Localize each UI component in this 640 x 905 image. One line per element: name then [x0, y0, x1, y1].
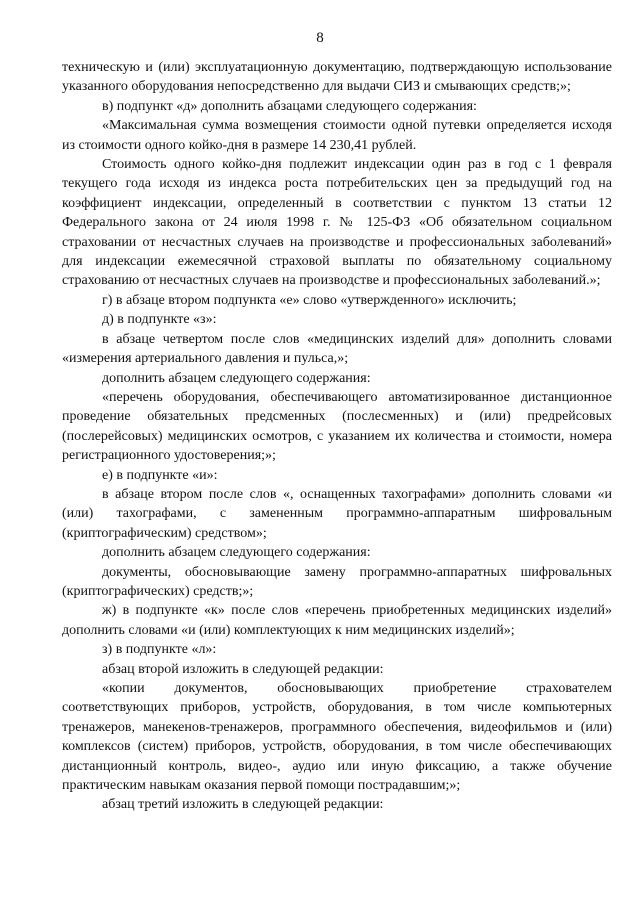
paragraph-6: д) в подпункте «з»:: [102, 312, 217, 328]
document-body: [62, 58, 612, 815]
paragraph-3: «Максимальная сумма возмещения стоимости одной путевки определяется исходя из стоимости одного койко-дня в размере 14 230,41 рублей.: [62, 118, 612, 153]
paragraph-11: в абзаце втором после слов «, оснащенных тахографами» дополнить словами «и (или) тахографами, с замененным программно-аппаратным шифровальным (криптографическим) средством»;: [62, 486, 612, 541]
paragraph-13: документы, обосновывающие замену программно-аппаратных шифровальных (криптографических) средств;»;: [62, 564, 612, 599]
paragraph-2: в) подпункт «д» дополнить абзацами следующего содержания:: [102, 98, 477, 114]
paragraph-5: г) в абзаце втором подпункта «е» слово «утвержденного» исключить;: [102, 292, 517, 308]
paragraph-18: абзац третий изложить в следующей редакции:: [102, 797, 384, 813]
paragraph-16: абзац второй изложить в следующей редакции:: [102, 661, 384, 677]
paragraph-10: е) в подпункте «и»:: [102, 467, 218, 483]
paragraph-15: з) в подпункте «л»:: [102, 642, 217, 658]
paragraph-17: «копии документов, обосновывающих приобретение страхователем соответствующих приборов, устройств, оборудования, в том числе компьютерных тренажеров, манекенов-тренажеров, программного обеспечения, видеофильмов и (или) комплексов (систем) приборов, устройств, оборудования, в том числе обеспечивающих дистанционный контроль, видео-, аудио или иную фиксацию, а также обучение практическим навыкам оказания первой помощи пострадавшим;»;: [62, 681, 612, 794]
paragraph-9: «перечень оборудования, обеспечивающего автоматизированное дистанционное проведение обязательных предсменных (послесменных) и (или) предрейсовых (послерейсовых) медицинских осмотров, с указанием их количества и стоимости, номера регистрационного удостоверения;»;: [62, 389, 612, 464]
paragraph-8: дополнить абзацем следующего содержания:: [102, 370, 371, 386]
page-number: 8: [316, 30, 324, 46]
paragraph-7: в абзаце четвертом после слов «медицинских изделий для» дополнить словами «измерения артериального давления и пульса,»;: [62, 331, 612, 367]
paragraph-4: Стоимость одного койко-дня подлежит индексации один раз в год с 1 февраля текущего года исходя из индекса роста потребительских цен за предыдущий год на коэффициент индексации, определенный в соответствии с пунктом 13 статьи 12 Федерального закона от 24 июля 1998 г. № 125-ФЗ «Об обязательном социальном страховании от несчастных случаев на производстве и профессиональных заболеваний» для индексации ежемесячной страховой выплаты по обязательному социальному страхованию от несчастных случаев на производстве и профессиональных заболеваний.»;: [62, 157, 612, 289]
paragraph-1: техническую и (или) эксплуатационную документацию, подтверждающую использование указанного оборудования непосредственно для выдачи СИЗ и смывающих средств;»;: [62, 60, 612, 95]
paragraph-14: ж) в подпункте «к» после слов «перечень приобретенных медицинских изделий» дополнить словами «и (или) комплектующих к ним медицинских изделий»;: [62, 603, 612, 638]
paragraph-12: дополнить абзацем следующего содержания:: [102, 545, 371, 561]
